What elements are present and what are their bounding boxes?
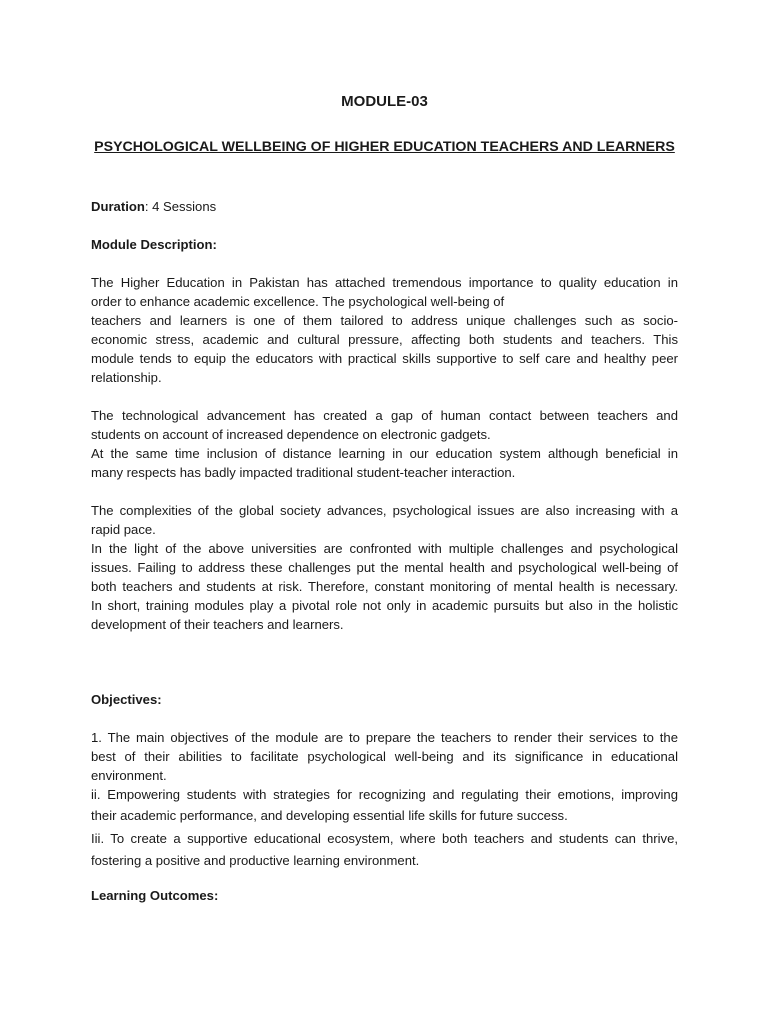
description-line: The technological advancement has created a gap of human contact between teachers and: [91, 408, 678, 423]
objective-line: fostering a positive and productive learning environment.: [91, 853, 420, 868]
description-line: The Higher Education in Pakistan has attached tremendous importance to quality education in: [91, 275, 678, 290]
description-line: At the same time inclusion of distance learning in our education system although beneficial in: [91, 446, 678, 461]
objective-line: best of their abilities to facilitate psychological well-being and its significance in educational: [91, 749, 678, 764]
module-number: MODULE-03: [341, 93, 428, 110]
description-line: relationship.: [91, 370, 162, 385]
duration-line: [91, 197, 216, 216]
description-line: many respects has badly impacted traditional student-teacher interaction.: [91, 465, 516, 480]
objective-line: 1. The main objectives of the module are to prepare the teachers to render their services to the: [91, 730, 678, 745]
learning-outcomes-heading: Learning Outcomes:: [91, 888, 219, 903]
description-line: In short, training modules play a pivotal role not only in academic pursuits but also in the holistic: [91, 598, 678, 613]
description-line: issues. Failing to address these challenges put the mental health and psychological well-being of: [91, 560, 678, 575]
objective-line: their academic performance, and developing essential life skills for future success.: [91, 808, 568, 823]
description-line: module tends to equip the educators with practical skills supportive to self care and healthy peer: [91, 351, 678, 366]
document-title: PSYCHOLOGICAL WELLBEING OF HIGHER EDUCATION TEACHERS AND LEARNERS: [94, 139, 675, 155]
description-line: students on account of increased dependence on electronic gadgets.: [91, 427, 491, 442]
description-line: both teachers and students at risk. Therefore, constant monitoring of mental health is necessary.: [91, 579, 678, 594]
objective-line: Iii. To create a supportive educational ecosystem, where both teachers and students can thrive,: [91, 831, 678, 846]
description-line: development of their teachers and learners.: [91, 617, 344, 632]
objectives-heading: Objectives:: [91, 692, 162, 707]
description-line: order to enhance academic excellence. The psychological well-being of: [91, 294, 505, 309]
duration-value: : 4 Sessions: [144, 199, 217, 214]
objective-line: environment.: [91, 768, 167, 783]
description-line: rapid pace.: [91, 522, 156, 537]
description-line: The complexities of the global society advances, psychological issues are also increasing with a: [91, 503, 678, 518]
description-line: economic stress, academic and cultural pressure, affecting both students and teachers. This: [91, 332, 678, 347]
description-line: In the light of the above universities are confronted with multiple challenges and psychological: [91, 541, 678, 556]
objective-line: ii. Empowering students with strategies for recognizing and regulating their emotions, improving: [91, 787, 678, 802]
duration-label: Duration: [91, 199, 145, 214]
description-line: teachers and learners is one of them tailored to address unique challenges such as socio-: [91, 313, 678, 328]
module-description-heading: Module Description:: [91, 237, 217, 252]
